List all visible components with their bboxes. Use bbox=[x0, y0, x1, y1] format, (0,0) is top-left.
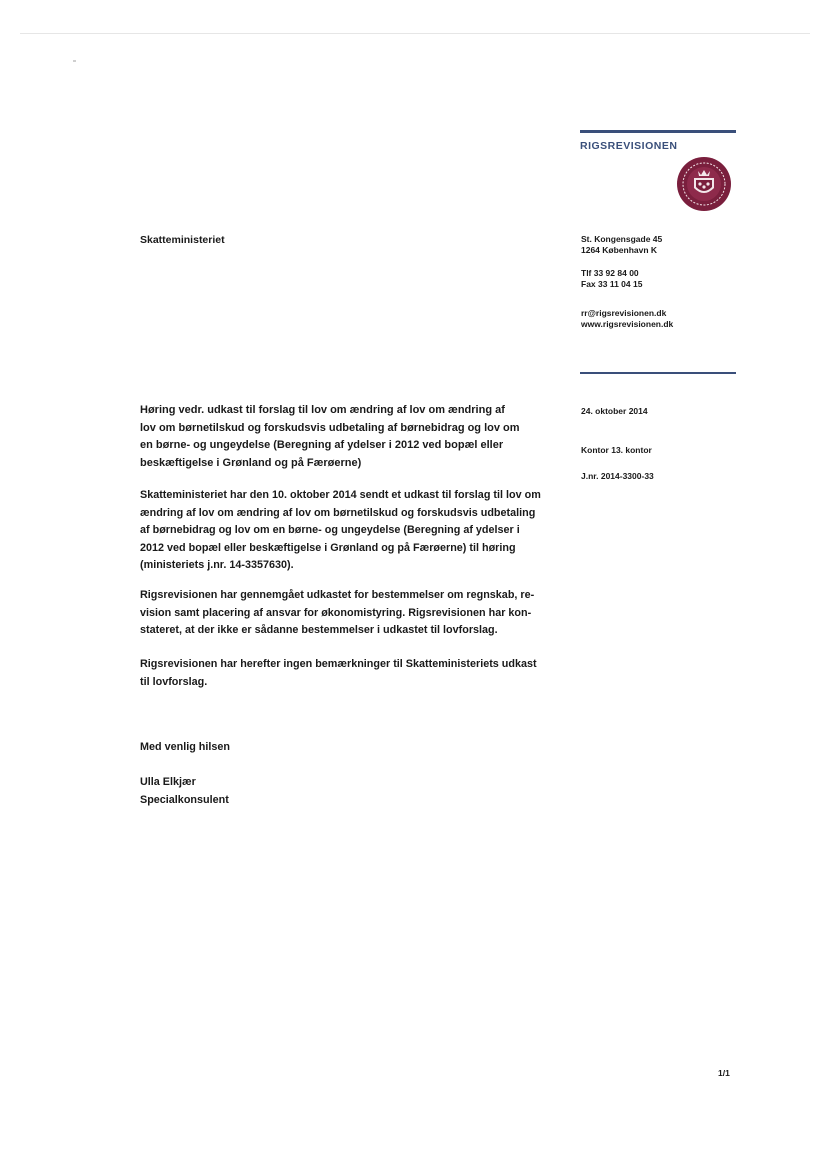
body-line: til lovforslag. bbox=[140, 675, 208, 688]
office-reference: Kontor 13. kontor bbox=[581, 445, 652, 455]
website-address: www.rigsrevisionen.dk bbox=[581, 319, 674, 329]
address-street: St. Kongensgade 45 bbox=[581, 234, 663, 244]
phone-number: Tlf 33 92 84 00 bbox=[581, 268, 639, 278]
fax-number: Fax 33 11 04 15 bbox=[581, 279, 643, 289]
closing-greeting: Med venlig hilsen bbox=[140, 741, 230, 753]
subject-line: beskæftigelse i Grønland og på Færøerne) bbox=[140, 456, 362, 469]
recipient-name: Skatteministeriet bbox=[140, 234, 225, 246]
signatory-name: Ulla Elkjær bbox=[140, 776, 196, 788]
body-line: Rigsrevisionen har gennemgået udkastet for bestemmelser om regnskab, re- bbox=[140, 589, 535, 601]
scan-artifact-speck bbox=[73, 60, 76, 62]
body-line: 2012 ved bopæl eller beskæftigelse i Grønland og på Færøerne) til høring bbox=[140, 541, 516, 554]
letter-subject bbox=[140, 402, 550, 472]
letterhead-mid-rule bbox=[580, 372, 736, 374]
sender-phone-block bbox=[581, 268, 642, 290]
subject-line: lov om børnetilskud og forskudsvis udbetaling af børnebidrag og lov om bbox=[140, 421, 520, 434]
journal-number: J.nr. 2014-3300-33 bbox=[581, 471, 654, 481]
address-city: 1264 København K bbox=[581, 245, 658, 255]
body-line: Rigsrevisionen har herefter ingen bemærkninger til Skatteministeriets udkast bbox=[140, 658, 537, 670]
sender-address bbox=[581, 234, 662, 256]
body-line: af børnebidrag og lov om en børne- og ungeydelse (Beregning af ydelser i bbox=[140, 524, 520, 536]
body-line: vision samt placering af ansvar for økonomistyring. Rigsrevisionen har kon- bbox=[140, 606, 532, 619]
signature-block bbox=[140, 774, 552, 809]
signatory-title: Specialkonsulent bbox=[140, 793, 229, 806]
letter-date: 24. oktober 2014 bbox=[581, 406, 648, 416]
subject-line: en børne- og ungeydelse (Beregning af ydelser i 2012 ved bopæl eller bbox=[140, 439, 504, 451]
body-line: stateret, at der ikke er sådanne bestemmelser i udkastet til lovforslag. bbox=[140, 624, 498, 636]
brand-name: RIGSREVISIONEN bbox=[580, 140, 678, 152]
sender-contact-block bbox=[581, 308, 673, 330]
body-paragraph-1 bbox=[140, 487, 552, 575]
body-line: (ministeriets j.nr. 14-3357630). bbox=[140, 559, 294, 571]
body-line: Skatteministeriet har den 10. oktober 2014 sendt et udkast til forslag til lov om bbox=[140, 489, 541, 501]
email-address: rr@rigsrevisionen.dk bbox=[581, 308, 667, 318]
scan-artifact-line bbox=[20, 33, 810, 34]
body-line: ændring af lov om ændring af lov om børnetilskud og forskudsvis udbetaling bbox=[140, 506, 536, 519]
subject-line: Høring vedr. udkast til forslag til lov om ændring af lov om ændring af bbox=[140, 404, 505, 416]
letterhead-top-rule bbox=[580, 130, 736, 133]
crest-seal-icon bbox=[676, 156, 732, 212]
body-paragraph-2 bbox=[140, 587, 552, 640]
page-number: 1/1 bbox=[718, 1068, 730, 1078]
body-paragraph-3 bbox=[140, 656, 552, 691]
